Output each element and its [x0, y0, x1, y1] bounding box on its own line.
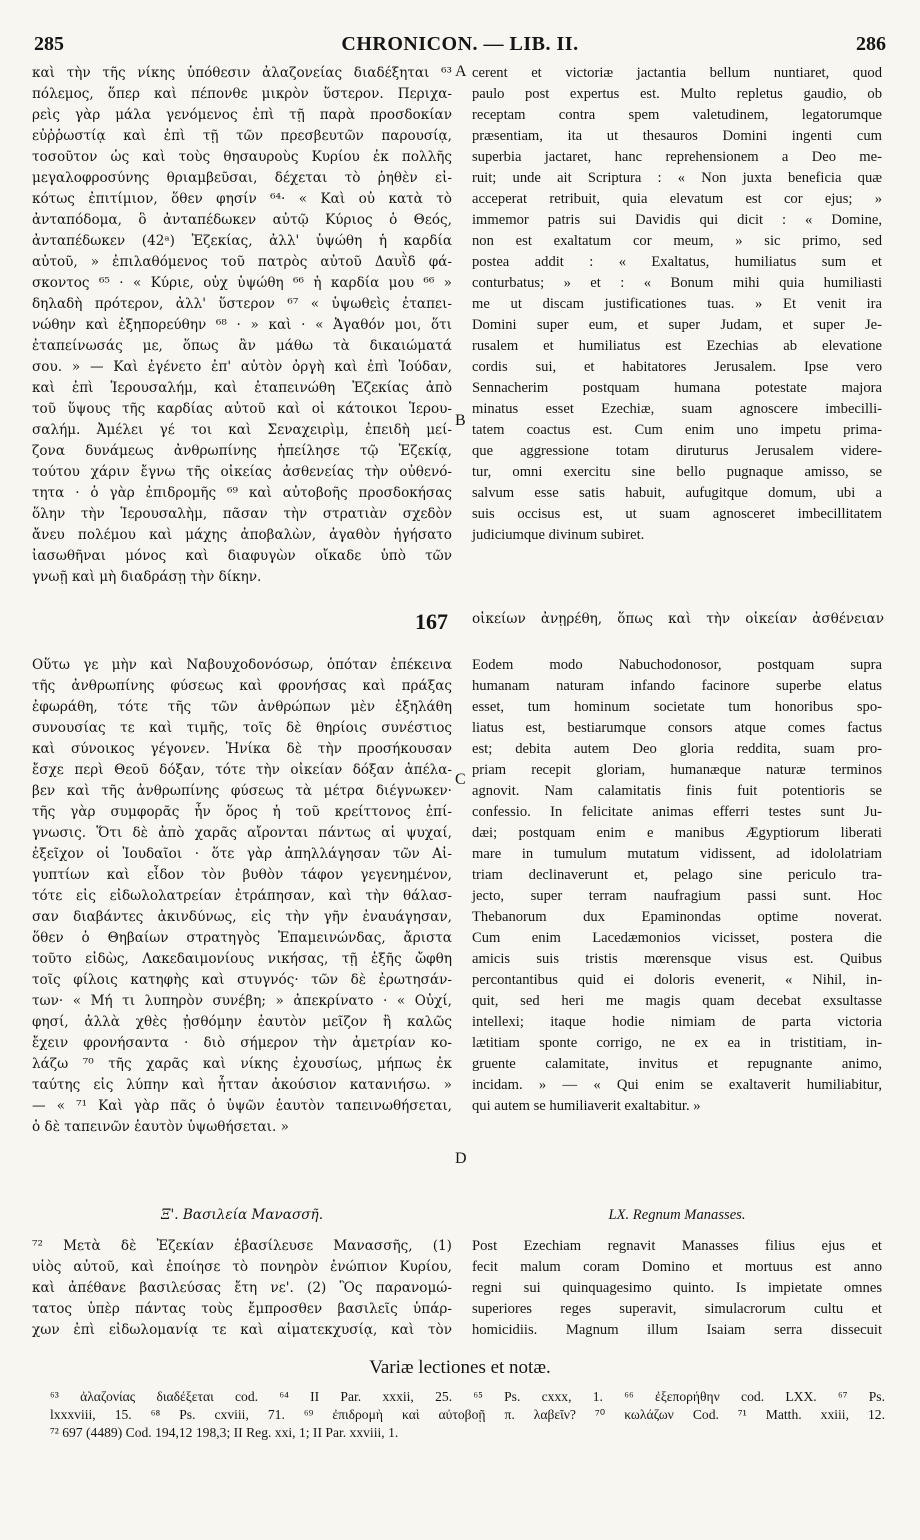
text-line: ὁ δὲ ταπεινῶν ἑαυτὸν ὑψωθήσεται. » [32, 1119, 289, 1135]
text-line: ρεὶς γὰρ μάλα γενόμενος ἐπὶ τῇ παρὰ προσδοκίαν [32, 107, 452, 123]
text-line: ὅλην τὴν Ἱερουσαλὴμ, πᾶσαν τὴν στρατιὰν σχεδὸν [32, 506, 452, 522]
page-number-right: 286 [856, 33, 886, 55]
text-line: τούτου χάριν ἔγνω τῆς οἰκείας ἀσθενείας τὴν οὐθενό- [32, 464, 452, 480]
margin-marker-d: D [455, 1150, 467, 1167]
text-line: lxxxviii, 15. ⁶⁸ Ps. cxviii, 71. ⁶⁹ ἐπιδρομὴ καὶ αὐτοβοῇ π. λαβεῖν? ⁷⁰ κωλάζων Cod. ⁷¹ Matth. xxiii, 12. [50, 1407, 885, 1422]
text-line: triam declinaverunt et, pelago sine periculo tra- [472, 867, 882, 883]
text-line: ἰασωθῆναι μόνος καὶ διαφυγὼν οἴκαδε ὑπὸ τῶν [32, 548, 452, 564]
text-line: — « ⁷¹ Καὶ γὰρ πᾶς ὁ ὑψῶν ἑαυτὸν ταπεινωθήσεται, [32, 1098, 452, 1114]
text-line: intellexi; itaque hodie nimiam de parta victoria [472, 1014, 882, 1030]
greek-column-block-1 [32, 63, 452, 588]
text-line: præsentiam, ita ut thesauros Domini ingenti cum [472, 128, 882, 144]
text-line: γνωῇ καὶ μὴ διαδράσῃ τὴν δίκην. [32, 569, 262, 585]
text-line: rusalem et humiliatus est Ezechias ab elevatione [472, 338, 882, 354]
notes-block [50, 1388, 885, 1442]
text-line: regni sui quinquagesimo quinto. Is impietate omnes [472, 1280, 882, 1296]
text-line: των· « Μή τι λυπηρὸν συνέβη; » ἀπεκρίνατο · « Οὐχί, [32, 993, 452, 1009]
text-line: Eodem modo Nabuchodonosor, postquam supra [472, 657, 882, 673]
text-line: ⁶³ ἀλαζονίας διαδέξεται cod. ⁶⁴ II Par. xxxii, 25. ⁶⁵ Ps. cxxx, 1. ⁶⁶ ἐξεπορήθην cod. LXX. ⁶⁷ Ps. [50, 1389, 885, 1404]
greek-column-block-2 [32, 655, 452, 1138]
latin-section-title: LX. Regnum Manasses. [608, 1207, 746, 1223]
latin-column-block-2 [472, 655, 882, 1117]
text-line: salvum esse satis habuit, aufugitque domum, ubi a [472, 485, 882, 501]
text-line: liatus est, bestiarumque consors atque comes factus [472, 720, 882, 736]
text-line: suis occisus est, ut suam agnosceret imbecillitatem [472, 506, 882, 522]
text-line: σκοντος ⁶⁵ · « Κύριε, οὐχ ὑψώθη ⁶⁶ ἡ καρδία μου ⁶⁶ » [32, 275, 452, 291]
text-line: ⁷² 697 (4489) Cod. 194,12 198,3; II Reg. xxi, 1; II Par. xxviii, 1. [50, 1425, 399, 1440]
text-line: ἐφωράθη, τότε τῆς τῶν ἀνθρώπων μὲν ἐξηλάθη [32, 699, 452, 715]
text-line: mare in tumulum mutatum vidissent, ad idololatriam [472, 846, 882, 862]
greek-column-block-3 [32, 1236, 452, 1341]
latin-column-block-3 [472, 1236, 882, 1341]
text-line: superbia jactaret, hanc reprehensionem a Deo me- [472, 149, 882, 165]
text-line: paulo post expertus est. Multo repletus gaudio, ob [472, 86, 882, 102]
text-line: τοῖς φίλοις κατηφὴς καὶ στυγνός· τῶν δὲ ἐρωτησάν- [32, 972, 452, 988]
text-line: que aggressione totam diruturus Jerusalem videre- [472, 443, 882, 459]
text-line: receptam contra spem valetudinem, legatorumque [472, 107, 882, 123]
text-line: χων ἐπὶ εἰδωλομανίᾳ τε καὶ αἱματεκχυσίᾳ, καὶ τὸν [32, 1322, 452, 1338]
page-number-left: 285 [34, 33, 64, 55]
text-line: cordis sui, et habitatores Jerusalem. Ipse vero [472, 359, 882, 375]
text-line: καὶ ἐπὶ Ἱερουσαλήμ, καὶ ἐταπεινώθη Ἐζεκίας ἀπὸ [32, 380, 452, 396]
text-line: λάζω ⁷⁰ τῆς χαρᾶς καὶ νίκης ἐχουσίως, μήπως ἐκ [32, 1056, 452, 1072]
text-line: βεν καὶ τῆς ἀνθρωπίνης φύσεως τὰ μέτρα διέγνωκεν· [32, 783, 452, 799]
margin-marker-c: C [455, 771, 466, 788]
text-line: τοῦ ὕψους τῆς καρδίας αὐτοῦ καὶ οἱ κάτοικοι Ἱερου- [32, 401, 452, 417]
text-line: non est exaltatum cor meum, » sic primo, sed [472, 233, 882, 249]
text-line: τοσοῦτον ὡς καὶ τοὺς θησαυροὺς Κυρίου ἐκ πολλῆς [32, 149, 452, 165]
latin-section-title-wrap [472, 1205, 882, 1226]
text-line: superiores reges superavit, simulacrorum cultu et [472, 1301, 882, 1317]
text-line: agnovit. Nam calamitatis finis fuit potentioris se [472, 783, 882, 799]
text-line: gruente calamitate, invitus et repugnante animo, [472, 1056, 882, 1072]
text-line: εὐῤῥωστίᾳ καὶ ἐπὶ τῇ τῶν πρεσβευτῶν παρουσίᾳ, [32, 128, 452, 144]
text-line: δηλαδὴ πρότερον, ἀλλ' ὕστερον ⁶⁷ « ὑψωθεὶς ἐταπει- [32, 296, 452, 312]
running-title: CHRONICON. — LIB. II. [341, 33, 579, 55]
margin-marker-a: A [455, 63, 467, 80]
text-line: conturbatus; » et : « Bonum mihi quia humiliasti [472, 275, 882, 291]
text-line: ἄνευ πολέμου καὶ μάχης ἀποβαλὼν, ἀγαθὸν ἡγήσατο [32, 527, 452, 543]
text-line: μεγαλοφροσύνης θριαμβεῦσαι, δέχεται τὸ ῥηθὲν εἰ- [32, 170, 452, 186]
text-line: Domini super eum, et super Judam, et super Je- [472, 317, 882, 333]
text-line: ἐταπείνωσάς με, ὅπως ἂν μάθω τὰ δικαιώματά [32, 338, 452, 354]
text-line: incidam. » — « Qui enim se exaltaverit humiliabitur, [472, 1077, 882, 1093]
text-line: γνωσις. Ὅτι δὲ ἀπὸ χαρᾶς αἴρονται πάντως αἱ ψυχαί, [32, 825, 452, 841]
text-line: ⁷² Μετὰ δὲ Ἐζεκίαν ἐβασίλευσε Μανασσῆς, (1) [32, 1238, 452, 1254]
text-line: dæi; postquam enim e manibus Ægyptiorum liberati [472, 825, 882, 841]
text-line: ἀνταπόδομα, ὃ ἀνταπέδωκεν αὐτῷ Κύριος ὁ Θεός, [32, 212, 452, 228]
text-line: acceperat retribuit, quia elevatum est cor ejus; » [472, 191, 882, 207]
text-line: νώθην καὶ ἐξηπορεύθην ⁶⁸ · » καὶ · « Ἀγαθόν μοι, ὅτι [32, 317, 452, 333]
text-line: σου. » — Καὶ ἐγένετο ἐπ' αὐτὸν ὀργὴ καὶ ἐπὶ Ἰούδαν, [32, 359, 452, 375]
text-line: postea addit : « Exaltatus, humiliatus sum et [472, 254, 882, 270]
text-line: ἔσχε περὶ Θεοῦ δόξαν, τότε τὴν οἰκείαν δόξαν ἀπέλα- [32, 762, 452, 778]
text-line: esset, tum hominum societate tum honoribus spo- [472, 699, 882, 715]
text-line: fecit malum coram Domino et mortuus est anno [472, 1259, 882, 1275]
text-line: γυπτίων καὶ εἶδον τὸν βυθὸν τάφον γεγενημένον, [32, 867, 452, 883]
margin-marker-b: B [455, 412, 466, 429]
text-line: ἀνταπέδωκεν (42ᵃ) Ἐζεκίας, ἀλλ' ὑψώθη ἡ καρδία [32, 233, 452, 249]
text-line: σαν διαβάντες ἀκινδύνως, εἰς τὴν γῆν ἐναυάγησαν, [32, 909, 452, 925]
text-line: Cum enim Lacedæmonios vicisset, postera die [472, 930, 882, 946]
text-line: immemor patris sui Davidis qui dicit : « Domine, [472, 212, 882, 228]
text-line: τῆς γὰρ συμφορᾶς ἦν ὅρος ἡ τοῦ κρείττονος ἐπί- [32, 804, 452, 820]
text-line: me ut discam justificationes tuas. » Et venit ira [472, 296, 882, 312]
text-line: ὅθεν ὁ Θηβαίων στρατηγὸς Ἐπαμεινώνδας, ἄριστα [32, 930, 452, 946]
text-line: υἱὸς αὐτοῦ, καὶ ἐποίησε τὸ πονηρὸν ἐνώπιον Κυρίου, [32, 1259, 452, 1275]
text-line: καὶ σύνοικος γέγονεν. Ἡνίκα δὲ τὴν προσήκουσαν [32, 741, 452, 757]
text-line: τητα · ὁ γὰρ ἐπιδρομῆς ⁶⁹ καὶ αὐτοβοῆς προσδοκήσας [32, 485, 452, 501]
greek-continuation-line: οἰκείων ἀνῃρέθη, ὅπως καὶ τὴν οἰκείαν ἀσθένειαν [472, 611, 884, 627]
text-line: συνουσίας τε καὶ τιμῆς, τοῖς δὲ θηρίοις συνέστιος [32, 720, 452, 736]
text-line: ταύτης εἰς λύπην καὶ ἧτταν ἀκούσιον κατανιήσω. » [32, 1077, 452, 1093]
text-line: ἐξεῖχον οἱ Ἰουδαῖοι · ὅτε γὰρ ἀπηλλάγησαν τῶν Αἰ- [32, 846, 452, 862]
text-line: αὐτοῦ, » ἐπιλαθόμενος τοῦ πατρὸς αὐτοῦ Δαυῒδ φά- [32, 254, 452, 270]
text-line: Thebanorum dux Epaminondas optime noverat. [472, 909, 882, 925]
latin-column-block-1 [472, 63, 882, 546]
text-line: humanam naturam infando facinore superbe elatus [472, 678, 882, 694]
text-line: καὶ τὴν τῆς νίκης ὑπόθεσιν ἀλαζονείας διαδέξηται ⁶³ [32, 65, 452, 81]
text-line: φησί, ἀλλὰ χθὲς ᾐσθόμην ἑαυτὸν μεῖζον ἢ καλῶς [32, 1014, 452, 1030]
text-line: τότε εἰς εἰδωλολατρείαν ἐτράπησαν, καὶ τὴν θάλασ- [32, 888, 452, 904]
text-line: tur, omni exercitu sine bello pugnaque amisso, se [472, 464, 882, 480]
greek-section-title-wrap [32, 1205, 452, 1226]
text-line: lætitiam sponte corrigo, ne ex ea in tristitiam, in- [472, 1035, 882, 1051]
text-line: cerent et victoriæ jactantia bellum nuntiaret, quod [472, 65, 882, 81]
text-line: πόλεμος, ὅπερ καὶ πέπονθε μικρὸν ὕστερον. Περιχα- [32, 86, 452, 102]
text-line: τοῦτο εἰδὼς, Λακεδαιμονίους νικήσας, τῇ ἑξῆς ὤφθη [32, 951, 452, 967]
text-line: ζονα δυνάμεως ἀνθρωπίνης ἠπείλησε τῷ Ἐζεκίᾳ, [32, 443, 452, 459]
text-line: percontantibus quid ei doloris evenerit, « Nihil, in- [472, 972, 882, 988]
text-line: priam recepit gloriam, humanæque naturæ terminos [472, 762, 882, 778]
text-line: καὶ ἀπέθανε βασιλεύσας ἔτη νε'. (2) Ὃς παρανομώ- [32, 1280, 452, 1296]
text-line: qui autem se humiliaverit exaltabitur. » [472, 1098, 701, 1114]
notes-title: Variæ lectiones et notæ. [369, 1357, 551, 1378]
greek-continuation [472, 609, 884, 630]
text-line: ruit; unde ait Scriptura : « Non juxta beneficia quæ [472, 170, 882, 186]
text-line: ἔχειν φρονήσαντα · διὸ σήμερον τὴν ἀμετρίαν κο- [32, 1035, 452, 1051]
text-line: quit, sed heri me magis quam decebat exsultasse [472, 993, 882, 1009]
text-line: κότως ἐπιτίμιον, ὅθεν φησίν ⁶⁴· « Καὶ οὐ κατὰ τὸ [32, 191, 452, 207]
text-line: amicis suis tristis mœrensque visus est. Quibus [472, 951, 882, 967]
text-line: Sennacherim postquam humana potestate majora [472, 380, 882, 396]
text-line: homicidiis. Magnum illum Isaiam serra dissecuit [472, 1322, 882, 1338]
text-line: τατος ὑπὲρ πάντας τοὺς ἔμπροσθεν βασιλεῖς ὑπάρ- [32, 1301, 452, 1317]
greek-section-title: Ξ'. Βασιλεία Μανασσῆ. [160, 1207, 324, 1223]
text-line: τῆς ἀνθρωπίνης φύσεως καὶ φρονήσας καὶ πράξας [32, 678, 452, 694]
text-line: Οὕτω γε μὴν καὶ Ναβουχοδονόσωρ, ὁπόταν ἐπέκεινα [32, 657, 452, 673]
text-line: σαλήμ. Ἀμέλει γέ τοι καὶ Σεναχειρὶμ, ἐπειδὴ μεί- [32, 422, 452, 438]
text-line: jecto, super terram naufragium passi sunt. Hoc [472, 888, 882, 904]
text-line: Post Ezechiam regnavit Manasses filius ejus et [472, 1238, 882, 1254]
text-line: tatem coactus est. Cum enim uno impetu prima- [472, 422, 882, 438]
text-line: judiciumque divinum subiret. [472, 527, 645, 543]
text-line: confessio. In felicitate animas efferri testes sunt Ju- [472, 804, 882, 820]
text-line: est; debita autem Deo gloria reddita, suam pro- [472, 741, 882, 757]
column-number: 167 [415, 609, 448, 634]
text-line: minatus esset Ezechiæ, suam agnoscere imbecilli- [472, 401, 882, 417]
page-header [30, 33, 890, 59]
